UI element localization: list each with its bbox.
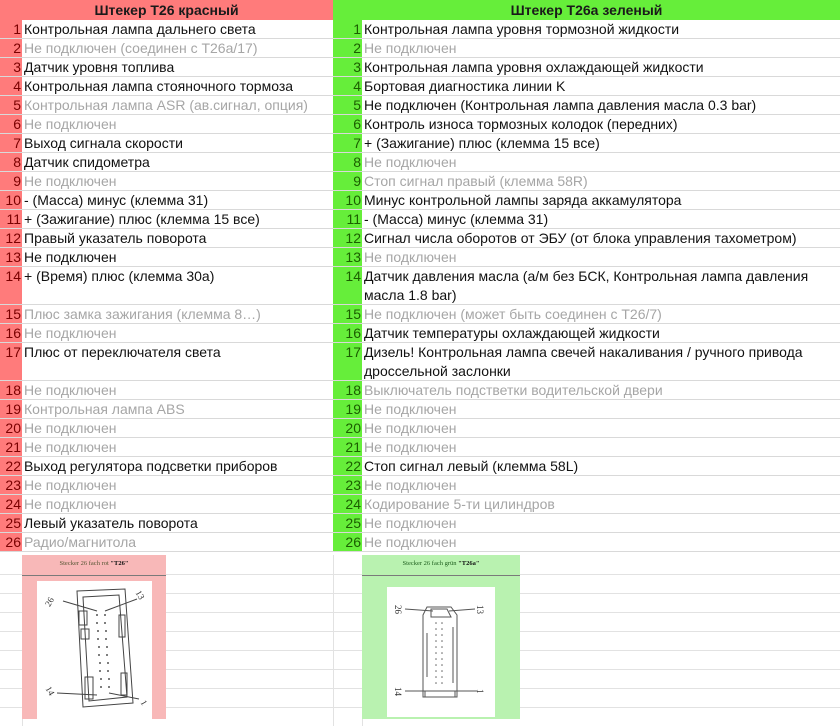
pin-row bbox=[333, 438, 840, 457]
pin-row bbox=[0, 20, 333, 39]
pin-row bbox=[0, 381, 333, 400]
svg-text:14: 14 bbox=[43, 684, 57, 698]
pin-row bbox=[333, 172, 840, 191]
t26a-diagram-caption bbox=[362, 555, 520, 576]
pin-row bbox=[0, 514, 333, 533]
pin-row bbox=[0, 476, 333, 495]
pin-row bbox=[0, 115, 333, 134]
caption-text: Stecker 26 fach rot bbox=[59, 560, 111, 567]
pin-description: Не подключен bbox=[362, 438, 840, 456]
pin-description: Датчик спидометра bbox=[22, 153, 333, 171]
pin-row bbox=[333, 20, 840, 39]
pin-row bbox=[0, 438, 333, 457]
pin-description: Не подключен bbox=[22, 419, 333, 437]
pin-row bbox=[0, 419, 333, 438]
t26-connector-diagram bbox=[22, 555, 166, 719]
pin-number: 1 bbox=[0, 20, 22, 38]
pin-row bbox=[333, 153, 840, 172]
svg-text:13: 13 bbox=[133, 588, 147, 602]
pin-row bbox=[0, 58, 333, 77]
pin-row bbox=[333, 324, 840, 343]
pin-description: Не подключен bbox=[362, 419, 840, 437]
pin-description: Плюс от переключателя света bbox=[22, 343, 333, 380]
pin-description: Бортовая диагностика линии K bbox=[362, 77, 840, 95]
pin-row bbox=[0, 305, 333, 324]
pin-row bbox=[333, 115, 840, 134]
pin-description: Выход регулятора подсветки приборов bbox=[22, 457, 333, 475]
pin-description: Контрольная лампа ASR (ав.сигнал, опция) bbox=[22, 96, 333, 114]
t26-diagram-caption bbox=[22, 555, 166, 576]
caption-code: "T26a" bbox=[458, 560, 480, 567]
t26a-green-column bbox=[333, 0, 840, 552]
caption-text: Stecker 26 fach grün bbox=[402, 560, 459, 567]
pin-description: Не подключен (может быть соединен с T26/7) bbox=[362, 305, 840, 323]
pin-number: 19 bbox=[0, 400, 22, 418]
pin-description: Не подключен bbox=[22, 495, 333, 513]
pin-row bbox=[0, 495, 333, 514]
pin-description: Не подключен bbox=[22, 381, 333, 399]
pin-number: 8 bbox=[333, 153, 362, 171]
pin-number: 18 bbox=[333, 381, 362, 399]
pin-row bbox=[333, 533, 840, 552]
pin-row bbox=[333, 343, 840, 381]
svg-text:1: 1 bbox=[475, 689, 485, 694]
pin-description: Не подключен bbox=[22, 115, 333, 133]
pin-row bbox=[0, 229, 333, 248]
pin-description: Датчик давления масла (а/м без БСК, Контрольная лампа давления масла 1.8 bar) bbox=[362, 267, 840, 304]
pin-description: Не подключен bbox=[22, 324, 333, 342]
t26a-connector-diagram bbox=[362, 555, 520, 719]
pin-row bbox=[333, 495, 840, 514]
pin-number: 18 bbox=[0, 381, 22, 399]
pin-description: Контрольная лампа дальнего света bbox=[22, 20, 333, 38]
pin-row bbox=[333, 191, 840, 210]
pin-row bbox=[333, 457, 840, 476]
pin-description: Не подключен bbox=[22, 438, 333, 456]
pin-number: 21 bbox=[333, 438, 362, 456]
pin-number: 15 bbox=[0, 305, 22, 323]
pin-row bbox=[333, 39, 840, 58]
pin-description: Не подключен bbox=[362, 514, 840, 532]
pin-number: 11 bbox=[0, 210, 22, 228]
pin-description: Не подключен bbox=[22, 172, 333, 190]
pin-description: Сигнал числа оборотов от ЭБУ (от блока управления тахометром) bbox=[362, 229, 840, 247]
pin-number: 5 bbox=[0, 96, 22, 114]
t26-red-column bbox=[0, 0, 333, 552]
pin-number: 14 bbox=[333, 267, 362, 304]
pin-row bbox=[0, 39, 333, 58]
pin-description: Не подключен bbox=[362, 533, 840, 551]
pin-row bbox=[0, 96, 333, 115]
pin-description: + (Время) плюс (клемма 30a) bbox=[22, 267, 333, 304]
pin-description: Минус контрольной лампы заряда аккамулятора bbox=[362, 191, 840, 209]
connector-icon bbox=[387, 587, 495, 717]
pin-description: + (Зажигание) плюс (клемма 15 все) bbox=[362, 134, 840, 152]
pin-description: Левый указатель поворота bbox=[22, 514, 333, 532]
t26-connector-drawing bbox=[37, 581, 152, 719]
pin-description: Не подключен bbox=[362, 39, 840, 57]
pin-row bbox=[0, 324, 333, 343]
pin-row bbox=[333, 267, 840, 305]
pin-number: 2 bbox=[0, 39, 22, 57]
pin-row bbox=[333, 58, 840, 77]
pin-number: 17 bbox=[0, 343, 22, 380]
pin-number: 2 bbox=[333, 39, 362, 57]
pin-description: Контрольная лампа уровня охлаждающей жидкости bbox=[362, 58, 840, 76]
pin-description: Не подключен bbox=[362, 476, 840, 494]
pin-row bbox=[0, 77, 333, 96]
svg-text:13: 13 bbox=[475, 605, 485, 614]
pin-description: + (Зажигание) плюс (клемма 15 все) bbox=[22, 210, 333, 228]
pin-row bbox=[333, 77, 840, 96]
caption-code: "T26" bbox=[110, 560, 129, 567]
pin-description: Стоп сигнал правый (клемма 58R) bbox=[362, 172, 840, 190]
pin-row bbox=[333, 305, 840, 324]
t26-header: Штекер T26 красный bbox=[0, 0, 333, 20]
t26a-connector-drawing bbox=[387, 587, 495, 717]
pin-description: Не подключен bbox=[22, 476, 333, 494]
pin-row bbox=[333, 248, 840, 267]
pin-number: 3 bbox=[333, 58, 362, 76]
pin-number: 13 bbox=[333, 248, 362, 266]
pin-description: Правый указатель поворота bbox=[22, 229, 333, 247]
pin-description: Стоп сигнал левый (клемма 58L) bbox=[362, 457, 840, 475]
t26a-header: Штекер T26a зеленый bbox=[333, 0, 840, 20]
pin-number: 22 bbox=[333, 457, 362, 475]
pin-description: Контроль износа тормозных колодок (передних) bbox=[362, 115, 840, 133]
pin-row bbox=[0, 343, 333, 381]
pin-number: 25 bbox=[333, 514, 362, 532]
pin-number: 17 bbox=[333, 343, 362, 380]
pin-description: Датчик температуры охлаждающей жидкости bbox=[362, 324, 840, 342]
pin-description: Не подключен (Контрольная лампа давления масла 0.3 bar) bbox=[362, 96, 840, 114]
pin-number: 10 bbox=[0, 191, 22, 209]
pin-number: 20 bbox=[333, 419, 362, 437]
pin-number: 21 bbox=[0, 438, 22, 456]
pin-row bbox=[333, 134, 840, 153]
pin-row bbox=[333, 476, 840, 495]
pin-number: 3 bbox=[0, 58, 22, 76]
pin-description: Контрольная лампа ABS bbox=[22, 400, 333, 418]
svg-text:1: 1 bbox=[138, 698, 150, 708]
pin-row bbox=[333, 210, 840, 229]
pin-number: 22 bbox=[0, 457, 22, 475]
pin-row bbox=[333, 229, 840, 248]
pin-number: 24 bbox=[333, 495, 362, 513]
pin-row bbox=[0, 172, 333, 191]
pin-number: 14 bbox=[0, 267, 22, 304]
pin-number: 26 bbox=[0, 533, 22, 551]
svg-text:26: 26 bbox=[393, 605, 403, 614]
pin-number: 8 bbox=[0, 153, 22, 171]
pin-row bbox=[333, 96, 840, 115]
pin-description: Датчик уровня топлива bbox=[22, 58, 333, 76]
pin-number: 13 bbox=[0, 248, 22, 266]
pin-description: Дизель! Контрольная лампа свечей накаливания / ручного привода дроссельной заслонки bbox=[362, 343, 840, 380]
pin-number: 20 bbox=[0, 419, 22, 437]
pin-number: 7 bbox=[333, 134, 362, 152]
pin-row bbox=[333, 419, 840, 438]
pin-number: 19 bbox=[333, 400, 362, 418]
pin-description: - (Масса) минус (клемма 31) bbox=[362, 210, 840, 228]
pin-number: 5 bbox=[333, 96, 362, 114]
pin-number: 26 bbox=[333, 533, 362, 551]
pin-description: Выключатель подстветки водительской двери bbox=[362, 381, 840, 399]
svg-text:26: 26 bbox=[42, 595, 56, 609]
pin-number: 25 bbox=[0, 514, 22, 532]
svg-text:14: 14 bbox=[393, 687, 403, 696]
pin-row bbox=[0, 191, 333, 210]
pin-row bbox=[0, 248, 333, 267]
pin-description: Плюс замка зажигания (клемма 8…) bbox=[22, 305, 333, 323]
pin-description: Выход сигнала скорости bbox=[22, 134, 333, 152]
pin-number: 12 bbox=[0, 229, 22, 247]
pin-description: Не подключен bbox=[362, 153, 840, 171]
pin-number: 9 bbox=[0, 172, 22, 190]
pin-description: Контрольная лампа стояночного тормоза bbox=[22, 77, 333, 95]
pin-number: 9 bbox=[333, 172, 362, 190]
pin-number: 11 bbox=[333, 210, 362, 228]
pin-row bbox=[333, 514, 840, 533]
connector-icon bbox=[37, 581, 152, 719]
pin-number: 16 bbox=[0, 324, 22, 342]
pin-row bbox=[333, 400, 840, 419]
t26a-pin-list bbox=[333, 20, 840, 552]
pin-row bbox=[0, 210, 333, 229]
t26-pin-list bbox=[0, 20, 333, 552]
pin-row bbox=[0, 400, 333, 419]
pin-number: 23 bbox=[0, 476, 22, 494]
pin-number: 4 bbox=[0, 77, 22, 95]
pin-row bbox=[0, 153, 333, 172]
pin-row bbox=[0, 267, 333, 305]
pin-row bbox=[0, 457, 333, 476]
pin-description: Не подключен bbox=[362, 400, 840, 418]
pin-row bbox=[0, 533, 333, 552]
pin-description: Контрольная лампа уровня тормозной жидкости bbox=[362, 20, 840, 38]
pin-number: 6 bbox=[0, 115, 22, 133]
pin-number: 15 bbox=[333, 305, 362, 323]
pin-number: 16 bbox=[333, 324, 362, 342]
pin-number: 7 bbox=[0, 134, 22, 152]
pin-number: 4 bbox=[333, 77, 362, 95]
pin-row bbox=[0, 134, 333, 153]
pin-description: Не подключен bbox=[362, 248, 840, 266]
pin-description: Кодирование 5-ти цилиндров bbox=[362, 495, 840, 513]
pin-description: - (Масса) минус (клемма 31) bbox=[22, 191, 333, 209]
pin-row bbox=[333, 381, 840, 400]
pin-description: Радио/магнитола bbox=[22, 533, 333, 551]
pin-number: 10 bbox=[333, 191, 362, 209]
pin-number: 23 bbox=[333, 476, 362, 494]
pin-number: 6 bbox=[333, 115, 362, 133]
pin-number: 12 bbox=[333, 229, 362, 247]
pin-description: Не подключен bbox=[22, 248, 333, 266]
pin-number: 1 bbox=[333, 20, 362, 38]
pin-number: 24 bbox=[0, 495, 22, 513]
pin-description: Не подключен (соединен с T26a/17) bbox=[22, 39, 333, 57]
